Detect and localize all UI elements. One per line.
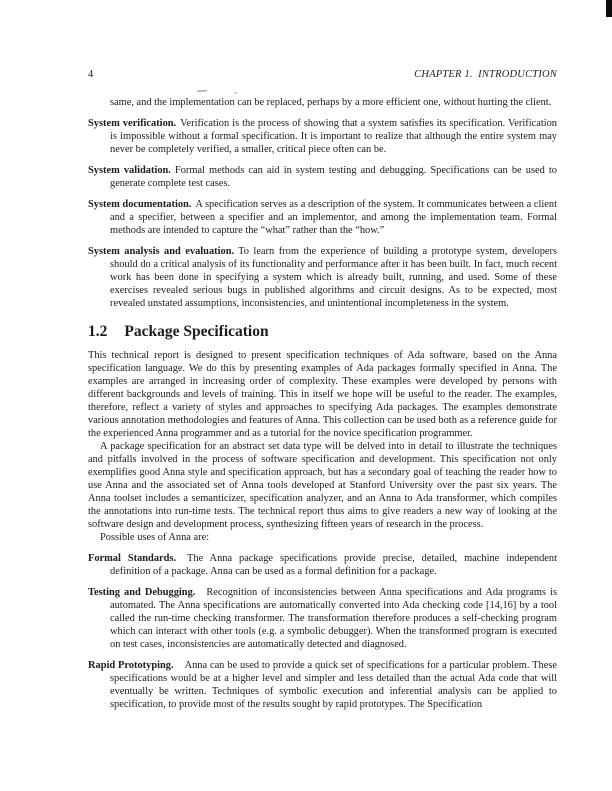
use-item-term: Testing and Debugging. (88, 587, 196, 598)
use-item-testing-debugging (88, 586, 557, 651)
use-item-formal-standards (88, 552, 557, 578)
definition-text: Formal methods can aid in system testing and debugging. Specifications can be used to generate complete test cases. (110, 165, 557, 189)
definition-text: Verification is the process of showing that a system satisfies its specification. Verification is impossible without a formal specification. It is important to realize that although the entire system may never be completely verified, a smaller, critical piece often can be. (110, 118, 557, 155)
use-item-rapid-prototyping (88, 659, 557, 711)
definition-text: A specification serves as a description of the system. It communicates between a client and a specifier, between a specifier and an implementor, and among the implementation team. Formal methods are intended to capture the “what” rather than the “how.” (110, 199, 558, 236)
definition-term: System verification. (88, 118, 177, 129)
definition-item-system-analysis (88, 245, 557, 310)
paragraph-possible-uses: Possible uses of Anna are: (100, 532, 210, 543)
paragraph-section-intro: This technical report is designed to present specification techniques of Ada software, based on the Anna specification language. We do this by presenting examples of Ada packages formally specified in Anna. The examples are arranged in increasing order of complexity. These examples were developed by persons with different backgrounds and levels of training. This in itself we hope will be useful to the reader. The examples, therefore, reflect a variety of styles and approaches to specifying Ada packages. The examples demonstrate various annotation methodologies and features of Anna. This collection can be used both as a reference guide for the experienced Anna programmer and as a tutorial for the novice specification programmer. (88, 350, 557, 439)
paragraph-intro-continuation: same, and the implementation can be replaced, perhaps by a more efficient one, without hurting the client. (110, 97, 552, 108)
definition-term: System validation. (88, 165, 171, 176)
use-item-text: Anna can be used to provide a quick set of specifications for a particular problem. These specifications would be at a higher level and simpler and less detailed than the actual Ada code that will eventually be written. Techniques of symbolic execution and inferential analysis can be applied to specification, to provide most of the results sought by rapid prototypes. The Specification (110, 660, 557, 710)
page-number: 4 (88, 69, 94, 80)
use-item-text: Recognition of inconsistencies between Anna specifications and Ada programs is automated. The Anna specifications are automatically converted into Ada checking code [14,16] by a tool called the run-time checking transformer. The transformation therefore produces a self-checking program which can interact with other tools (e.g. a symbolic debugger). When the transformed program is executed on test cases, inconsistencies are automatically detected and diagnosed. (110, 587, 557, 650)
running-chapter-title: CHAPTER 1. INTRODUCTION (414, 69, 557, 80)
paragraph-package-specification: A package specification for an abstract set data type will be delved into in detail to illustrate the techniques and pitfalls involved in the process of software specification and development. This specification not only exemplifies good Anna style and specification approach, but has a secondary goal of teaching the reader how to use Anna and the associated set of Anna tools developed at Stanford University over the past six years. The Anna toolset includes a semanticizer, specification analyzer, and an Anna to Ada transformer, which compiles the annotations into run-time tests. The technical report thus aims to give readers a new way of looking at the software design and development process, synthesizing fifteen years of research in the process. (88, 441, 557, 530)
section-title: Package Specification (124, 323, 269, 340)
definition-text: To learn from the experience of building a prototype system, developers should do a critical analysis of its functionality and performance after it has been built. In fact, much recent work has been done in specifying a system which is already built, running, and used. Some of these exercises revealed serious bugs in published algorithms and circuit designs. As to be expected, most revealed unstated assumptions, inconsistencies, and unintentional incompleteness in the system. (110, 246, 557, 309)
definition-term: System documentation. (88, 199, 192, 210)
use-item-text: The Anna package specifications provide precise, detailed, machine independent definition of a package. Anna can be used as a formal definition for a package. (110, 553, 557, 577)
definition-item-system-documentation (88, 198, 557, 237)
definition-item-system-validation (88, 164, 557, 190)
section-heading (88, 322, 557, 341)
running-header (88, 68, 557, 81)
definition-item-system-verification (88, 117, 557, 156)
scan-artifact-corner-mark (606, 0, 612, 17)
section-number: 1.2 (88, 323, 108, 340)
page-content (88, 68, 557, 711)
definition-term: System analysis and evaluation. (88, 246, 235, 257)
use-item-term: Formal Standards. (88, 553, 177, 564)
use-item-term: Rapid Prototyping. (88, 660, 174, 671)
